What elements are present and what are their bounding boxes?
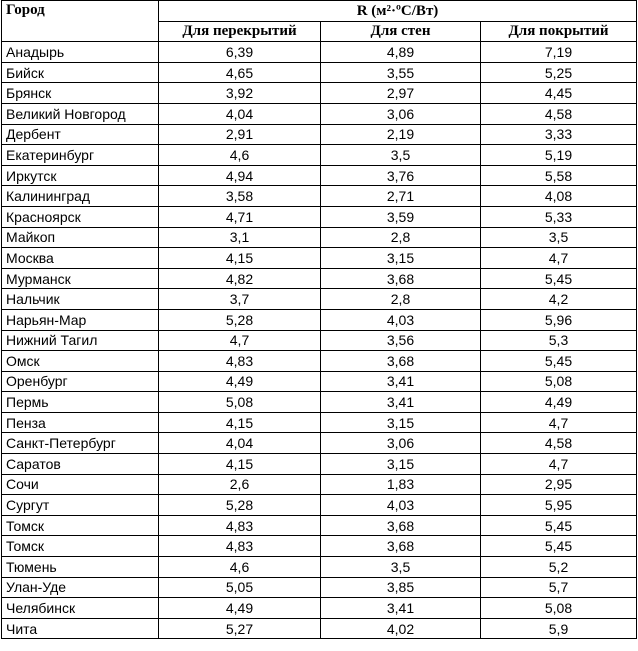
roofs-cell: 2,95 (481, 474, 637, 495)
city-cell: Бийск (2, 62, 159, 83)
city-cell: Нарьян-Мар (2, 309, 159, 330)
walls-cell: 3,41 (321, 392, 481, 413)
roofs-cell: 5,2 (481, 557, 637, 578)
walls-cell: 3,68 (321, 268, 481, 289)
floors-cell: 3,7 (159, 289, 321, 310)
walls-cell: 3,15 (321, 412, 481, 433)
walls-cell: 3,41 (321, 598, 481, 619)
roofs-cell: 4,7 (481, 454, 637, 475)
table-row (2, 186, 637, 207)
floors-cell: 4,83 (159, 515, 321, 536)
walls-cell: 3,5 (321, 557, 481, 578)
city-cell: Пенза (2, 412, 159, 433)
table-row (2, 330, 637, 351)
table-row (2, 206, 637, 227)
table-row (2, 433, 637, 454)
floors-cell: 4,83 (159, 536, 321, 557)
city-cell: Улан-Уде (2, 577, 159, 598)
table-row (2, 42, 637, 63)
table-row (2, 371, 637, 392)
walls-cell: 4,03 (321, 495, 481, 516)
roofs-cell: 4,7 (481, 248, 637, 269)
floors-cell: 5,28 (159, 495, 321, 516)
city-cell: Чита (2, 618, 159, 639)
roofs-cell: 5,7 (481, 577, 637, 598)
table-row (2, 83, 637, 104)
floors-cell: 2,6 (159, 474, 321, 495)
roofs-cell: 3,5 (481, 227, 637, 248)
table-row (2, 268, 637, 289)
city-cell: Сургут (2, 495, 159, 516)
table-row (2, 515, 637, 536)
city-cell: Москва (2, 248, 159, 269)
roofs-cell: 5,08 (481, 371, 637, 392)
thermal-resistance-table (1, 0, 637, 639)
walls-cell: 3,68 (321, 351, 481, 372)
floors-cell: 5,27 (159, 618, 321, 639)
roofs-cell: 5,45 (481, 268, 637, 289)
floors-cell: 6,39 (159, 42, 321, 63)
table-row (2, 165, 637, 186)
floors-cell: 4,71 (159, 206, 321, 227)
walls-cell: 3,55 (321, 62, 481, 83)
city-cell: Калининград (2, 186, 159, 207)
floors-cell: 4,15 (159, 454, 321, 475)
roofs-cell: 5,45 (481, 536, 637, 557)
table-row (2, 309, 637, 330)
roofs-cell: 4,45 (481, 83, 637, 104)
table-row (2, 598, 637, 619)
table-row (2, 392, 637, 413)
floors-column-header: Для перекрытий (159, 21, 321, 42)
roofs-cell: 5,45 (481, 515, 637, 536)
floors-cell: 4,04 (159, 103, 321, 124)
roofs-cell: 4,08 (481, 186, 637, 207)
table-row (2, 351, 637, 372)
city-cell: Брянск (2, 83, 159, 104)
floors-cell: 5,05 (159, 577, 321, 598)
floors-cell: 5,28 (159, 309, 321, 330)
city-cell: Майкоп (2, 227, 159, 248)
floors-cell: 2,91 (159, 124, 321, 145)
roofs-cell: 5,3 (481, 330, 637, 351)
walls-cell: 3,68 (321, 515, 481, 536)
city-cell: Великий Новгород (2, 103, 159, 124)
walls-cell: 3,06 (321, 433, 481, 454)
floors-cell: 4,6 (159, 557, 321, 578)
table-row (2, 145, 637, 166)
city-cell: Нижний Тагил (2, 330, 159, 351)
table-row (2, 618, 637, 639)
floors-cell: 4,6 (159, 145, 321, 166)
walls-cell: 3,06 (321, 103, 481, 124)
floors-cell: 4,49 (159, 371, 321, 392)
walls-cell: 4,03 (321, 309, 481, 330)
floors-cell: 4,83 (159, 351, 321, 372)
floors-cell: 4,65 (159, 62, 321, 83)
table-body (2, 42, 637, 639)
city-column-header: Город (2, 1, 159, 42)
city-cell: Сочи (2, 474, 159, 495)
walls-cell: 2,97 (321, 83, 481, 104)
roofs-cell: 4,58 (481, 103, 637, 124)
walls-cell: 4,02 (321, 618, 481, 639)
walls-cell: 3,68 (321, 536, 481, 557)
walls-cell: 1,83 (321, 474, 481, 495)
roofs-cell: 4,49 (481, 392, 637, 413)
city-cell: Томск (2, 515, 159, 536)
floors-cell: 3,1 (159, 227, 321, 248)
walls-cell: 2,8 (321, 227, 481, 248)
table-row (2, 124, 637, 145)
floors-cell: 4,49 (159, 598, 321, 619)
floors-cell: 4,04 (159, 433, 321, 454)
walls-cell: 3,5 (321, 145, 481, 166)
walls-cell: 3,15 (321, 248, 481, 269)
city-cell: Мурманск (2, 268, 159, 289)
city-cell: Санкт-Петербург (2, 433, 159, 454)
table-row (2, 289, 637, 310)
floors-cell: 4,15 (159, 412, 321, 433)
table-row (2, 474, 637, 495)
walls-cell: 3,56 (321, 330, 481, 351)
roofs-cell: 3,33 (481, 124, 637, 145)
table-row (2, 495, 637, 516)
roofs-cell: 5,96 (481, 309, 637, 330)
roofs-column-header: Для покрытий (481, 21, 637, 42)
roofs-cell: 5,9 (481, 618, 637, 639)
roofs-cell: 4,7 (481, 412, 637, 433)
roofs-cell: 5,45 (481, 351, 637, 372)
floors-cell: 4,15 (159, 248, 321, 269)
roofs-cell: 4,2 (481, 289, 637, 310)
table-row (2, 62, 637, 83)
city-cell: Иркутск (2, 165, 159, 186)
r-value-header: R (м²·ºС/Вт) (159, 1, 637, 22)
floors-cell: 4,7 (159, 330, 321, 351)
roofs-cell: 5,95 (481, 495, 637, 516)
walls-cell: 2,8 (321, 289, 481, 310)
walls-cell: 4,89 (321, 42, 481, 63)
roofs-cell: 5,25 (481, 62, 637, 83)
city-cell: Пермь (2, 392, 159, 413)
floors-cell: 3,58 (159, 186, 321, 207)
city-cell: Анадырь (2, 42, 159, 63)
table-row (2, 412, 637, 433)
roofs-cell: 5,33 (481, 206, 637, 227)
table-row (2, 557, 637, 578)
roofs-cell: 4,58 (481, 433, 637, 454)
table-row (2, 536, 637, 557)
table-row (2, 454, 637, 475)
city-cell: Томск (2, 536, 159, 557)
city-cell: Нальчик (2, 289, 159, 310)
city-cell: Саратов (2, 454, 159, 475)
city-cell: Екатеринбург (2, 145, 159, 166)
walls-cell: 3,76 (321, 165, 481, 186)
roofs-cell: 5,58 (481, 165, 637, 186)
city-cell: Омск (2, 351, 159, 372)
walls-cell: 2,19 (321, 124, 481, 145)
roofs-cell: 5,19 (481, 145, 637, 166)
table-row (2, 103, 637, 124)
city-cell: Челябинск (2, 598, 159, 619)
walls-cell: 2,71 (321, 186, 481, 207)
city-cell: Тюмень (2, 557, 159, 578)
floors-cell: 4,94 (159, 165, 321, 186)
roofs-cell: 5,08 (481, 598, 637, 619)
roofs-cell: 7,19 (481, 42, 637, 63)
walls-cell: 3,59 (321, 206, 481, 227)
table-row (2, 248, 637, 269)
walls-column-header: Для стен (321, 21, 481, 42)
header-row-top (2, 1, 637, 22)
city-cell: Оренбург (2, 371, 159, 392)
walls-cell: 3,85 (321, 577, 481, 598)
floors-cell: 3,92 (159, 83, 321, 104)
floors-cell: 4,82 (159, 268, 321, 289)
walls-cell: 3,15 (321, 454, 481, 475)
city-cell: Красноярск (2, 206, 159, 227)
walls-cell: 3,41 (321, 371, 481, 392)
table-row (2, 227, 637, 248)
city-cell: Дербент (2, 124, 159, 145)
floors-cell: 5,08 (159, 392, 321, 413)
table-row (2, 577, 637, 598)
